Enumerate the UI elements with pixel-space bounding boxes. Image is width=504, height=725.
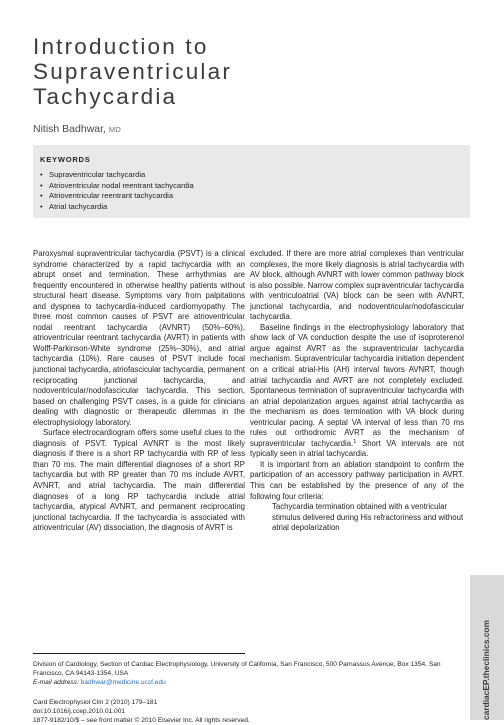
article-title <box>33 34 363 109</box>
reference-link[interactable]: 1 <box>353 438 357 445</box>
journal-url[interactable]: cardiacEP.theclinics.com <box>481 620 491 720</box>
journal-citation: Card Electrophysiol Clin 2 (2010) 179–181 <box>33 699 158 706</box>
keyword-item <box>40 202 470 213</box>
affiliation-text: Division of Cardiology, Section of Cardiac Electrophysiology, University of California, San Francisco, 500 Parnassus Avenue, Box 1354, San Francisco, CA 94143-1354, USA <box>33 661 441 678</box>
bullet-icon: • <box>40 201 43 211</box>
keyword-item <box>40 170 470 181</box>
body-text: Short VA intervals are not typically seen in atrial tachycardia. <box>250 438 464 459</box>
copyright-line: 1877-9182/10/$ – see front matter © 2010 Elsevier Inc. All rights reserved. <box>33 717 250 724</box>
keyword-text: Atrial tachycardia <box>49 201 108 211</box>
body-paragraph: Paroxysmal supraventricular tachycardia (PSVT) is a clinical syndrome characterized by a rapid tachycardia with an abrupt onset and termination. These arrhythmias are frequently encountered in otherwise healthy patients without structural heart disease. Symptoms vary from palpitations and dyspnea to tachycardia-induced cardiomyopathy. The three most common causes of PSVT are atrioventricular nodal reentrant tachycardia (AVNRT) (50%–60%), atrioventricular reentrant tachycardia (AVRT) in patients with Wolff-Parkinson-White syndrome (25%–30%), and atrial tachycardia (10%). Rare causes of PSVT include focal junctional tachycardia, atriofascicular tachycardia, permanent reciprocating junctional tachycardia, and nodoventricular/nodofascicular tachycardia. This section, based on challenging PSVT cases, is a guide for clinicians dealing with diagnostic or therapeutic dilemmas in the electrophysiology laboratory. <box>33 249 245 427</box>
keywords-list <box>40 170 470 212</box>
footnote-divider <box>33 653 245 654</box>
author-line <box>33 123 121 135</box>
doi-link[interactable]: doi:10.1016/j.ccep.2010.01.001 <box>33 708 126 715</box>
email-label: E-mail address: <box>33 679 79 687</box>
keyword-item <box>40 181 470 192</box>
keywords-box <box>33 145 470 218</box>
bullet-icon: • <box>40 191 43 200</box>
title-line-2: Supraventricular <box>33 59 233 84</box>
body-text: Baseline findings in the electrophysiology laboratory that show lack of VA conduction despite the use of isoproterenol argue against AVRT as the supraventricular tachycardia mechanism. Supraventricular tachycardia initiation dependent on a critical atrial-His (AH) interval favors AVNRT, though atrial tachycardia and AVRT are not completely excluded. Spontaneous termination of supraventricular tachycardia with an atrial depolarization argues against atrial tachycardia as the mechanism as does termination with VA block during ventricular pacing. A septal VA interval of less than 70 ms rules out orthodromic AVRT as the mechanism of supraventricular tachycardia. <box>250 322 464 448</box>
keyword-item <box>40 191 470 202</box>
body-paragraph: Surface electrocardiogram offers some useful clues to the diagnosis of PSVT. Typical AVNRT is the most likely diagnosis if there is a short RP tachycardia with RP of less than 70 ms. The main differential diagnoses of a short RP tachycardia but with RP greater than 70 ms include AVRT, AVNRT, and atrial tachycardia. The main differential diagnoses of a long RP tachycardia include atrial tachycardia, atypical AVNRT, and permanent reciprocating junctional tachycardia. If the tachycardia is associated with atrioventricular (AV) dissociation, the diagnosis of AVRT is <box>33 428 245 533</box>
bullet-icon: • <box>40 170 43 179</box>
author-name: Nitish Badhwar, <box>33 123 106 135</box>
email-line <box>33 678 470 687</box>
body-paragraph <box>250 323 464 460</box>
citation-block <box>33 698 470 725</box>
author-degree: MD <box>108 125 122 134</box>
email-link[interactable]: badhwar@medicine.ucsf.edu <box>80 679 166 687</box>
bullet-icon: • <box>40 180 43 190</box>
title-line-1: Introduction to <box>33 34 209 59</box>
body-column-right <box>250 249 464 534</box>
keyword-text: Supraventricular tachycardia <box>49 170 146 179</box>
affiliation-footnote <box>33 660 470 688</box>
criterion-text: Tachycardia termination obtained with a ventricular stimulus delivered during His refractoriness and without atrial depolarization <box>272 502 464 533</box>
title-line-3: Tachycardia <box>33 84 178 109</box>
body-paragraph: It is important from an ablation standpoint to confirm the participation of an accessory pathway participation in AVRT. This can be established by the presence of any of the following four criteria: <box>250 459 464 501</box>
criterion-item <box>250 502 464 534</box>
body-paragraph: excluded. If there are more atrial complexes than ventricular complexes, the more likely diagnosis is atrial tachycardia with AV block, although AVNRT with lower common pathway block is also possible. Narrow complex supraventricular tachycardia with ventriculoatrial (VA) block can be seen with AVNRT, junctional tachycardia, and nodoventricular/nodofascicular tachycardia. <box>250 249 464 322</box>
keyword-text: Atrioventricular reentrant tachycardia <box>49 191 174 200</box>
body-column-left <box>33 249 245 534</box>
keyword-text: Atrioventricular nodal reentrant tachycardia <box>49 180 194 190</box>
keywords-heading: KEYWORDS <box>40 155 91 164</box>
